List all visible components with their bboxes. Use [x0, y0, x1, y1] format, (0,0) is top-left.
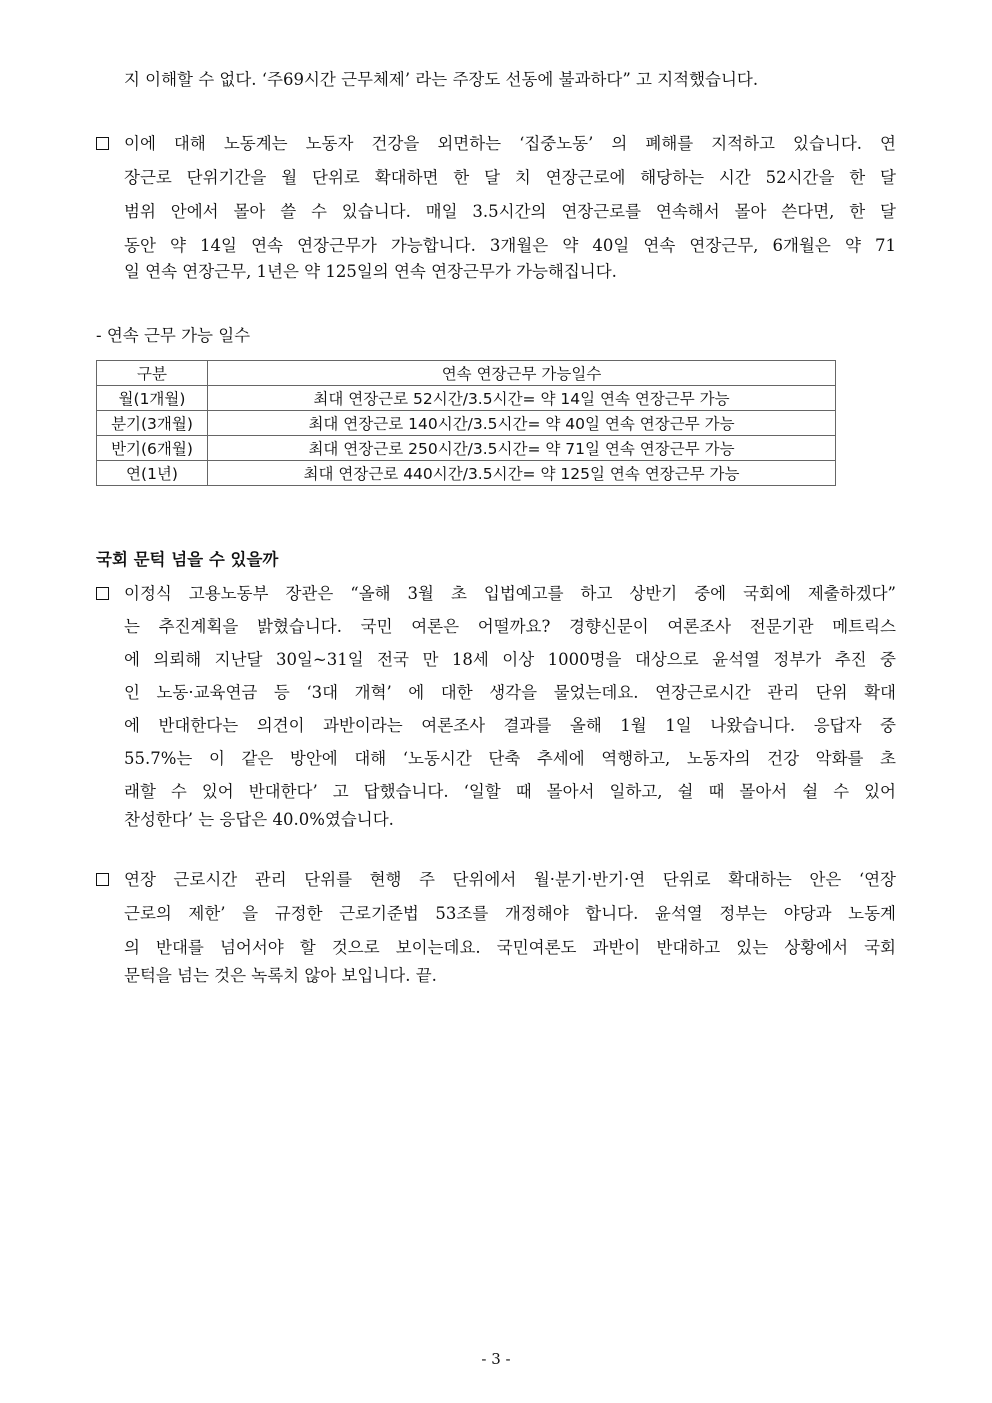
- para1-line: 장근로 단위기간을 월 단위로 확대하면 한 달 치 연장근로에 해당하는 시간 52시간을 한 달: [124, 168, 896, 187]
- para2-line: 는 추진계획을 밝혔습니다. 국민 여론은 어떨까요? 경향신문이 여론조사 전문기관 메트릭스: [124, 617, 896, 636]
- para1-line: 일 연속 연장근무, 1년은 약 125일의 연속 연장근무가 가능해집니다.: [124, 262, 617, 281]
- checkbox-icon: [96, 587, 109, 600]
- table-cell: 월(1개월): [97, 386, 208, 411]
- table-row: [97, 386, 836, 411]
- table-cell: 연(1년): [97, 461, 208, 486]
- para3-line: 근로의 제한’ 을 규정한 근로기준법 53조를 개정해야 합니다. 윤석열 정부는 야당과 노동계: [124, 904, 896, 923]
- para2-line: 인 노동·교육연금 등 ‘3대 개혁’ 에 대한 생각을 물었는데요. 연장근로시간 관리 단위 확대: [124, 683, 896, 702]
- para1-line: 이에 대해 노동계는 노동자 건강을 외면하는 ‘집중노동’ 의 폐해를 지적하고 있습니다. 연: [124, 134, 896, 153]
- table-caption: - 연속 근무 가능 일수: [96, 326, 251, 345]
- para2-line: 에 의뢰해 지난달 30일~31일 전국 만 18세 이상 1000명을 대상으로 윤석열 정부가 추진 중: [124, 650, 896, 669]
- para2-line: 찬성한다’ 는 응답은 40.0%였습니다.: [124, 810, 394, 829]
- table-header-cell: 구분: [97, 361, 208, 386]
- para1-line: 범위 안에서 몰아 쓸 수 있습니다. 매일 3.5시간의 연장근로를 연속해서 몰아 쓴다면, 한 달: [124, 202, 896, 221]
- para2-line: 55.7%는 이 같은 방안에 대해 ‘노동시간 단축 추세에 역행하고, 노동자의 건강 악화를 초: [124, 749, 896, 768]
- checkbox-icon: [96, 137, 109, 150]
- table-row: [97, 461, 836, 486]
- table-cell: 반기(6개월): [97, 436, 208, 461]
- para2-line: 에 반대한다는 의견이 과반이라는 여론조사 결과를 올해 1월 1일 나왔습니다. 응답자 중: [124, 716, 896, 735]
- para2-line: 이정식 고용노동부 장관은 “올해 3월 초 입법예고를 하고 상반기 중에 국회에 제출하겠다”: [124, 584, 896, 603]
- para1-line: 동안 약 14일 연속 연장근무가 가능합니다. 3개월은 약 40일 연속 연장근무, 6개월은 약 71: [124, 236, 896, 255]
- table-cell: 분기(3개월): [97, 411, 208, 436]
- table-row: [97, 436, 836, 461]
- table-cell: 최대 연장근로 140시간/3.5시간= 약 40일 연속 연장근무 가능: [208, 411, 836, 436]
- section-heading: 국회 문턱 넘을 수 있을까: [96, 550, 279, 569]
- table-row: [97, 411, 836, 436]
- table-header-row: [97, 361, 836, 386]
- table-header-cell: 연속 연장근무 가능일수: [208, 361, 836, 386]
- table-cell: 최대 연장근로 440시간/3.5시간= 약 125일 연속 연장근무 가능: [208, 461, 836, 486]
- para2-line: 래할 수 있어 반대한다’ 고 답했습니다. ‘일할 때 몰아서 일하고, 쉴 때 몰아서 쉴 수 있어: [124, 782, 896, 801]
- checkbox-icon: [96, 873, 109, 886]
- intro-line: 지 이해할 수 없다. ‘주69시간 근무체제’ 라는 주장도 선동에 불과하다” 고 지적했습니다.: [124, 70, 759, 89]
- page-number: - 3 -: [481, 1350, 511, 1368]
- para3-line: 문턱을 넘는 것은 녹록치 않아 보입니다. 끝.: [124, 966, 437, 985]
- para3-line: 의 반대를 넘어서야 할 것으로 보이는데요. 국민여론도 과반이 반대하고 있는 상황에서 국회: [124, 938, 896, 957]
- table-cell: 최대 연장근로 250시간/3.5시간= 약 71일 연속 연장근무 가능: [208, 436, 836, 461]
- para3-line: 연장 근로시간 관리 단위를 현행 주 단위에서 월·분기·반기·연 단위로 확대하는 안은 ‘연장: [124, 870, 896, 889]
- table-cell: 최대 연장근로 52시간/3.5시간= 약 14일 연속 연장근무 가능: [208, 386, 836, 411]
- workdays-table: [96, 360, 836, 486]
